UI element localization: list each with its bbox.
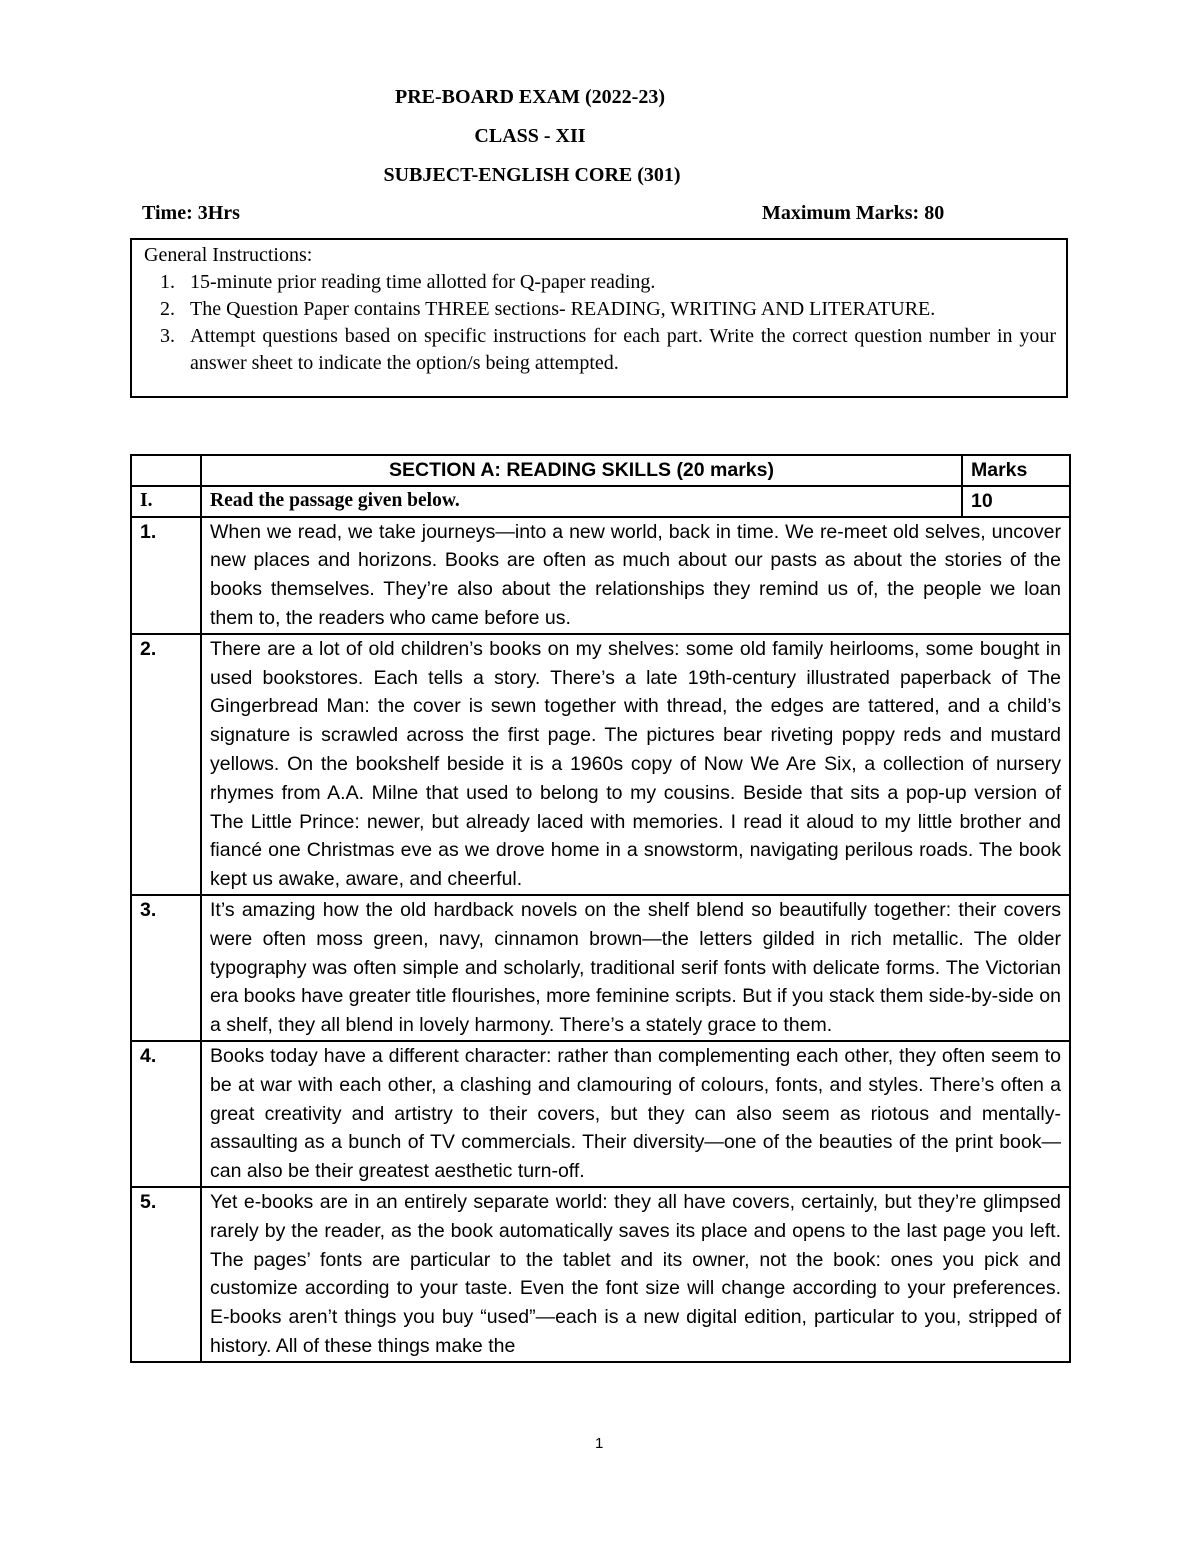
paragraph-text: When we read, we take journeys—into a new world, back in time. We re-meet old selves, uncover new places and horizons. Books are often as much about our pasts as about the stories of the books themselves. They’re also about the relationships they remind us of, the people we loan them to, the readers who came before us. [201, 517, 1070, 634]
general-instructions-box [130, 238, 1068, 398]
paragraph-number: 3. [131, 895, 201, 1041]
question-text: Read the passage given below. [201, 486, 962, 517]
instruction-item [132, 269, 1066, 296]
section-header-row [131, 455, 1070, 486]
instruction-text: The Question Paper contains THREE sections- READING, WRITING AND LITERATURE. [190, 298, 936, 320]
max-marks-label: Maximum Marks: 80 [762, 202, 945, 224]
class-label: CLASS - XII [474, 125, 586, 147]
time-label: Time: 3Hrs [142, 202, 240, 224]
paragraph-text: It’s amazing how the old hardback novels on the shelf blend so beautifully together: their covers were often moss green, navy, cinnamon brown—the letters gilded in rich metallic. The older typography was often simple and scholarly, traditional serif fonts with delicate forms. The Victorian era books have greater title flourishes, more feminine scripts. But if you stack them side-by-side on a shelf, they all blend in lovely harmony. There’s a stately grace to them. [201, 895, 1070, 1041]
passage-row [131, 634, 1070, 895]
paragraph-number: 5. [131, 1187, 201, 1362]
question-number: I. [131, 486, 201, 517]
paragraph-number: 2. [131, 634, 201, 895]
instruction-text: 15-minute prior reading time allotted for Q-paper reading. [190, 271, 656, 293]
paragraph-text: Yet e-books are in an entirely separate world: they all have covers, certainly, but they’re glimpsed rarely by the reader, as the book automatically saves its place and opens to the last page you left. The pages’ fonts are particular to the tablet and its owner, not the book: ones you pick and customize according to your taste. Even the font size will change according to your preferences. E-books aren’t things you buy “used”—each is a new digital edition, particular to you, stripped of history. All of these things make the [201, 1187, 1070, 1362]
paragraph-number: 4. [131, 1041, 201, 1187]
instruction-number: 2. [160, 298, 175, 320]
passage-row [131, 1041, 1070, 1187]
paragraph-text: There are a lot of old children’s books on my shelves: some old family heirlooms, some bought in used bookstores. Each tells a story. There’s a late 19th-century illustrated paperback of The Gingerbread Man: the cover is sewn together with thread, the edges are tattered, and a child’s signature is scrawled across the first page. The pictures bear riveting poppy reds and mustard yellows. On the bookshelf beside it is a 1960s copy of Now We Are Six, a collection of nursery rhymes from A.A. Milne that used to belong to my cousins. Beside that sits a pop-up version of The Little Prince: newer, but already laced with memories. I read it aloud to my little brother and fiancé one Christmas eve as we drove home in a snowstorm, navigating perilous roads. The book kept us awake, aware, and cheerful. [201, 634, 1070, 895]
section-title: SECTION A: READING SKILLS (20 marks) [201, 455, 962, 486]
subject-label: SUBJECT-ENGLISH CORE (301) [383, 164, 681, 186]
instruction-number: 1. [160, 271, 175, 293]
empty-cell [131, 455, 201, 486]
passage-row [131, 1187, 1070, 1362]
instructions-list [132, 269, 1066, 377]
instruction-text: Attempt questions based on specific instructions for each part. Write the correct question number in your answer sheet to indicate the option/s being attempted. [190, 325, 1056, 374]
passage-row [131, 895, 1070, 1041]
section-a-table [130, 454, 1071, 1363]
passage-row [131, 517, 1070, 634]
paragraph-number: 1. [131, 517, 201, 634]
page-number: 1 [595, 1435, 604, 1452]
instruction-item [132, 296, 1066, 323]
exam-title: PRE-BOARD EXAM (2022-23) [395, 86, 665, 108]
question-marks: 10 [962, 486, 1070, 517]
marks-header: Marks [962, 455, 1070, 486]
instruction-number: 3. [160, 325, 175, 347]
paragraph-text: Books today have a different character: rather than complementing each other, they often seem to be at war with each other, a clashing and clamouring of colours, fonts, and styles. There’s often a great creativity and artistry to their covers, but they can also seem as riotous and mentally-assaulting as a bunch of TV commercials. Their diversity—one of the beauties of the print book—can also be their greatest aesthetic turn-off. [201, 1041, 1070, 1187]
instruction-item [132, 323, 1066, 377]
question-row [131, 486, 1070, 517]
instructions-title: General Instructions: [144, 244, 313, 266]
